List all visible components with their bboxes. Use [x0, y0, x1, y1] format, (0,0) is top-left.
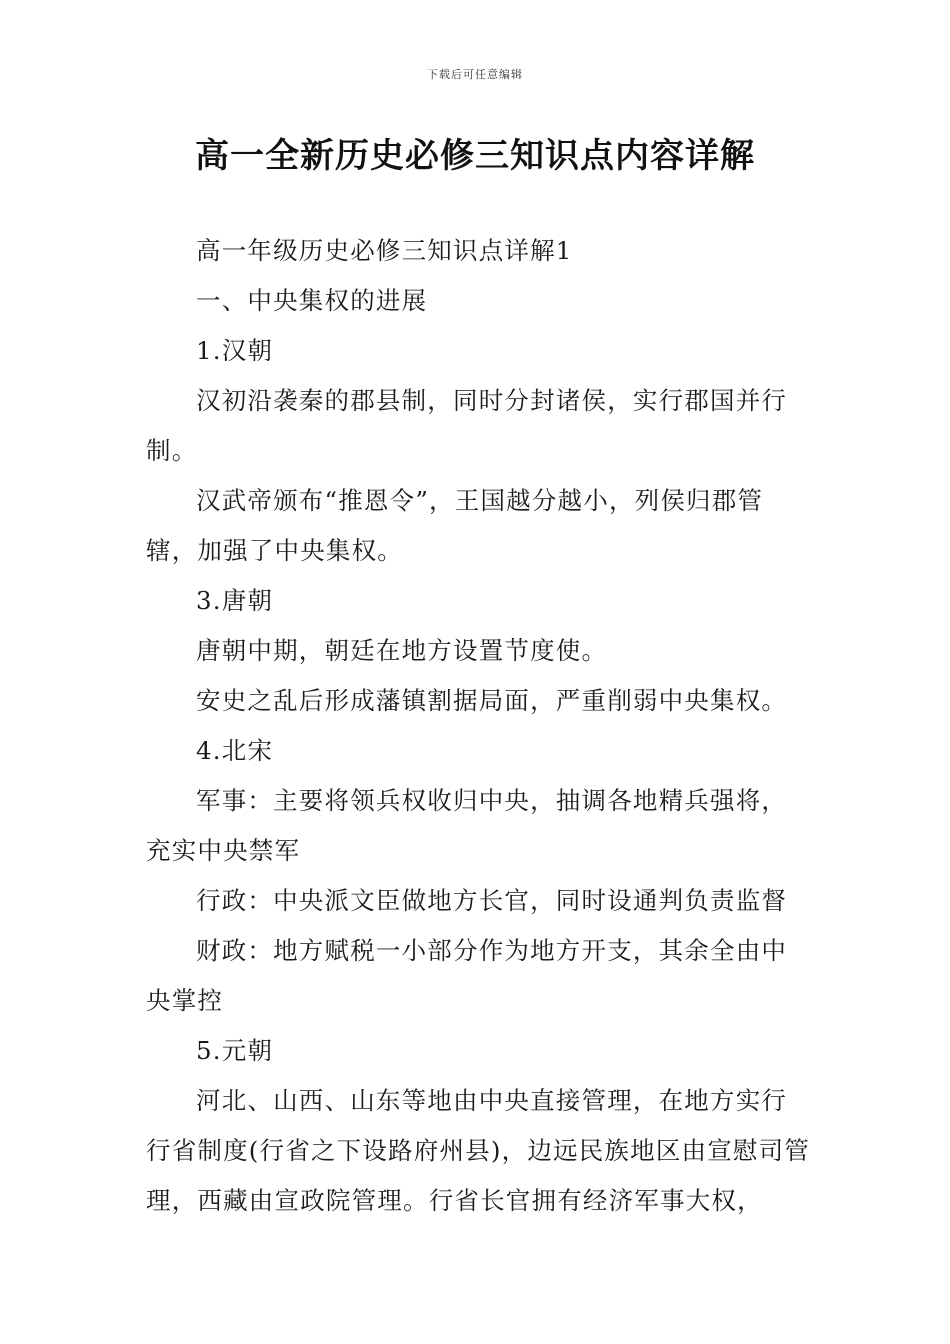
paragraph: 军事：主要将领兵权收归中央，抽调各地精兵强将，充实中央禁军	[146, 786, 788, 865]
paragraph: 行政：中央派文臣做地方长官，同时设通判负责监督	[196, 886, 788, 915]
paragraph: 5.元朝	[196, 1036, 274, 1065]
paragraph: 高一年级历史必修三知识点详解1	[196, 236, 573, 265]
paragraph: 一、中央集权的进展	[196, 286, 428, 315]
header-note: 下载后可任意编辑	[427, 68, 523, 81]
paragraph: 唐朝中期，朝廷在地方设置节度使。	[196, 636, 608, 665]
paragraph: 4.北宋	[196, 736, 274, 765]
paragraph: 财政：地方赋税一小部分作为地方开支，其余全由中央掌控	[146, 936, 788, 1015]
paragraph: 汉武帝颁布“推恩令”，王国越分越小，列侯归郡管辖，加强了中央集权。	[146, 486, 764, 565]
document-title: 高一全新历史必修三知识点内容详解	[195, 136, 755, 176]
paragraph: 1.汉朝	[196, 336, 274, 365]
document-body	[146, 226, 810, 1226]
paragraph: 河北、山西、山东等地由中央直接管理，在地方实行行省制度(行省之下设路府州县)，边远民族地区由宣慰司管理，西藏由宣政院管理。行省长官拥有经济军事大权，	[146, 1086, 811, 1215]
paragraph: 安史之乱后形成藩镇割据局面，严重削弱中央集权。	[196, 686, 788, 715]
paragraph: 3.唐朝	[196, 586, 274, 615]
paragraph: 汉初沿袭秦的郡县制，同时分封诸侯，实行郡国并行制。	[146, 386, 788, 465]
